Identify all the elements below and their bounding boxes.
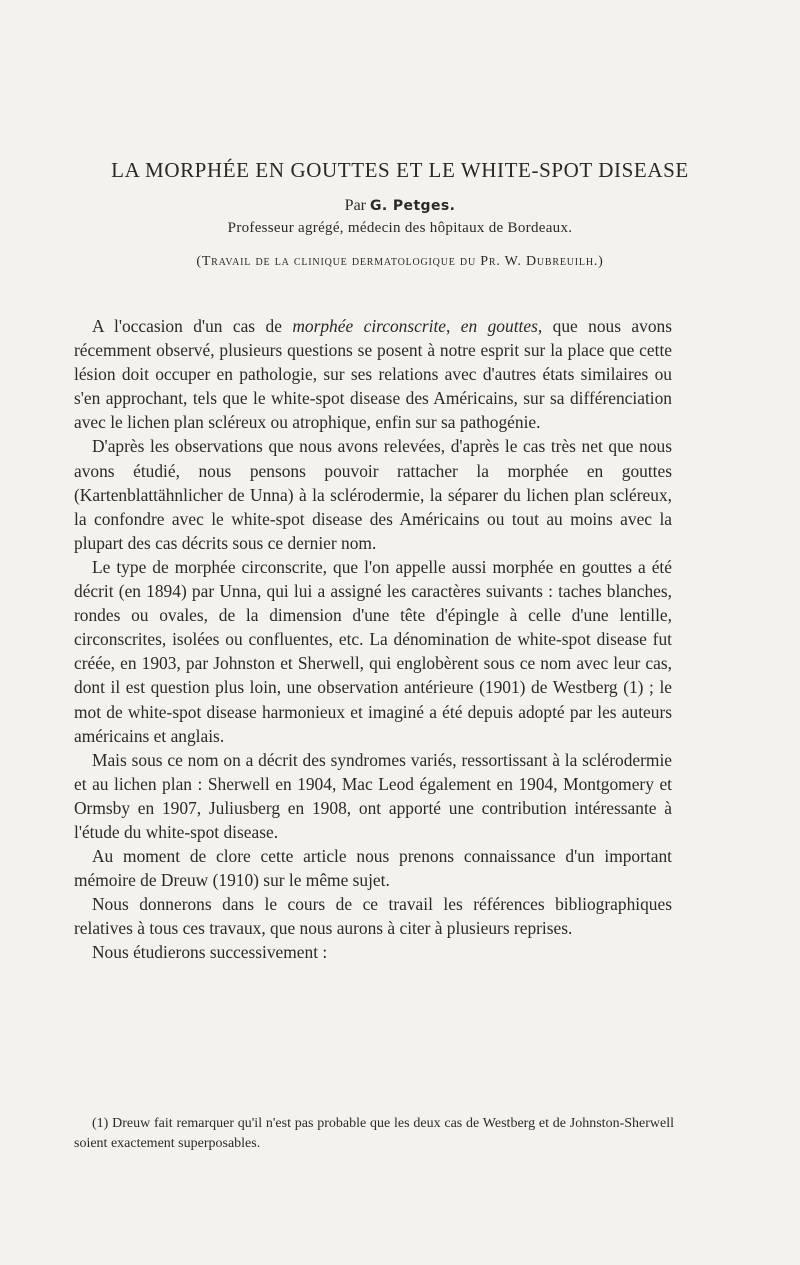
paragraph-6: Nous donnerons dans le cours de ce travail les références bibliographiques relatives à tous ces travaux, que nous aurons à citer à plusieurs reprises. — [74, 894, 672, 939]
p1-italic-gouttes: en gouttes — [460, 316, 538, 336]
footnote-text: (1) Dreuw fait remarquer qu'il n'est pas probable que les deux cas de Westberg et de Johnston-Sherwell soient exactement superposables. — [74, 1116, 674, 1151]
article-title: LA MORPHÉE EN GOUTTES ET LE WHITE-SPOT DISEASE — [111, 158, 689, 182]
paragraph-7: Nous étudierons successivement : — [92, 942, 328, 963]
lab-note: (Travail de la clinique dermatologique du Pr. W. Dubreuilh.) — [196, 254, 604, 269]
byline — [0, 197, 800, 215]
footnote — [74, 1114, 674, 1154]
author-affiliation: Professeur agrégé, médecin des hôpitaux de Bordeaux. — [227, 220, 573, 236]
paragraph-4: Mais sous ce nom on a décrit des syndromes variés, ressortissant à la sclérodermie et au lichen plan : Sherwell en 1904, Mac Leod également en 1904, Montgomery et Ormsby en 1907, Juliusberg en 1908, ont apporté une contribution intéressante à l'étude du white-spot disease. — [74, 749, 672, 842]
paragraph-2: D'après les observations que nous avons relevées, d'après le cas très net que nous avons étudié, nous pensons pouvoir rattacher la morphée en gouttes (Kartenblattähnlicher de Unna) à la sclérodermie, la séparer du lichen plan scléreux, la confondre avec le white-spot disease des Américains ou tout au moins avec la plupart des cas décrits sous ce dernier nom. — [74, 436, 672, 553]
p1-text-end: , que nous avons récemment observé, plusieurs questions se posent à notre esprit sur la place que cette lésion doit occuper en pathologie, sur ses relations avec d'autres états similaires ou s'en approchant, tels que le white-spot disease des Américains, sur sa différenciation avec le lichen plan scléreux ou atrophique, enfin sur sa pathogénie. — [74, 316, 672, 433]
by-prefix: Par — [344, 197, 370, 214]
p1-text-start: A l'occasion d'un cas de — [92, 316, 293, 336]
paragraph-3: Le type de morphée circonscrite, que l'on appelle aussi morphée en gouttes a été décrit (en 1894) par Unna, qui lui a assigné les caractères suivants : taches blanches, rondes ou ovales, de la dimension d'une tête d'épingle à celle d'une lentille, circonscrites, isolées ou confluentes, etc. La dénomination de white-spot disease fut créée, en 1903, par Johnston et Sherwell, qui englobèrent sous ce nom avec leur cas, dont il est question plus loin, une observation antérieure (1901) de Westberg (1) ; le mot de white-spot disease harmonieux et imaginé a été depuis adopté par les auteurs américains et anglais. — [74, 556, 672, 746]
paragraph-1 — [74, 314, 672, 434]
article-body — [74, 314, 672, 965]
author-name: G. Petges. — [370, 198, 456, 214]
paragraph-5: Au moment de clore cette article nous prenons connaissance d'un important mémoire de Dreuw (1910) sur le même sujet. — [74, 846, 672, 891]
p1-comma: , — [446, 316, 461, 336]
p1-italic-morphee: morphée circonscrite — [292, 316, 447, 336]
